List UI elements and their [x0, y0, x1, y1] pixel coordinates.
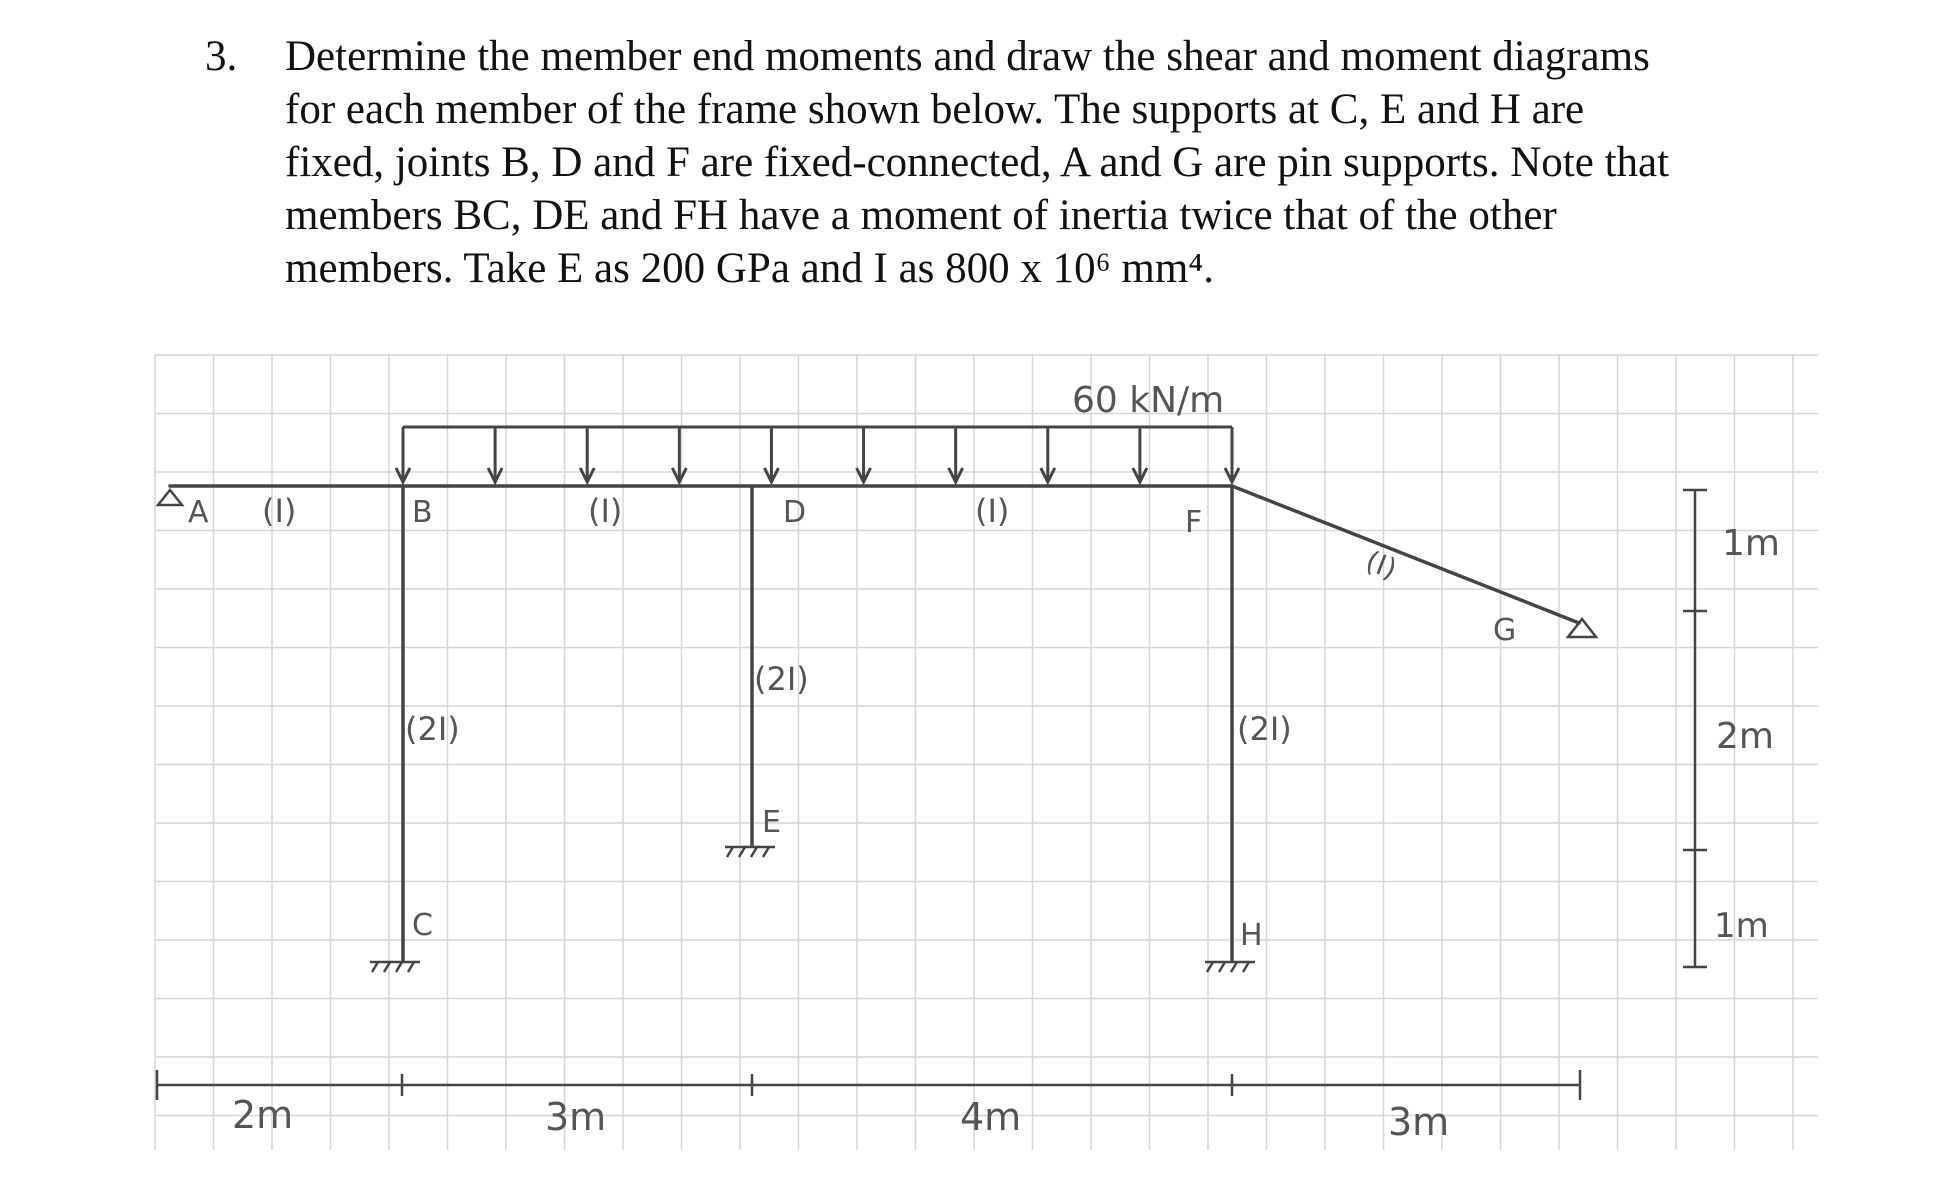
member-label-fg: (I) — [1361, 544, 1402, 586]
load-label: 60 kN/m — [1072, 380, 1225, 421]
problem-number: 3. — [205, 33, 238, 80]
node-label-c: C — [412, 908, 433, 943]
dim-label-2m-vertical: 2m — [1716, 716, 1774, 757]
load-arrow — [949, 427, 963, 482]
member-label-fh: (2I) — [1237, 710, 1292, 748]
node-label-g: G — [1493, 613, 1517, 648]
dim-label-3m: 3m — [545, 1095, 607, 1139]
member-label-df: (I) — [975, 492, 1010, 530]
node-label-b: B — [412, 495, 433, 530]
pin-support-a — [158, 490, 182, 505]
dim-label-1m-top: 1m — [1722, 523, 1780, 564]
load-arrow — [857, 427, 871, 482]
member-label-ab: (I) — [262, 492, 297, 530]
load-arrows — [396, 427, 1239, 482]
problem-line-1: Determine the member end moments and draw the shear and moment diagrams — [285, 33, 1650, 80]
load-arrow — [580, 427, 594, 482]
node-label-h: H — [1240, 918, 1263, 953]
horizontal-dimension-line — [157, 1070, 1580, 1100]
dim-label-1m-bottom: 1m — [1714, 906, 1769, 946]
dim-label-4m: 4m — [960, 1095, 1022, 1139]
problem-line-3: fixed, joints B, D and F are fixed-connected, A and G are pin supports. Note that — [285, 139, 1670, 186]
distributed-load — [396, 427, 1239, 482]
member-fg — [1232, 486, 1579, 623]
load-arrow — [672, 427, 686, 482]
member-label-bd: (I) — [588, 492, 623, 530]
node-label-d: D — [783, 495, 807, 530]
load-arrow — [1041, 427, 1055, 482]
node-label-f: F — [1185, 505, 1203, 540]
member-label-bc: (2I) — [405, 710, 460, 748]
node-label-e: E — [762, 805, 781, 840]
dim-label-3m-right: 3m — [1388, 1100, 1450, 1144]
fixed-support-c — [370, 962, 420, 972]
member-label-de: (2I) — [754, 660, 809, 698]
dim-label-2m: 2m — [232, 1093, 294, 1137]
problem-line-2: for each member of the frame shown below. The supports at C, E and H are — [285, 86, 1585, 133]
fixed-support-h — [1205, 962, 1255, 972]
load-arrow — [488, 427, 502, 482]
load-arrow — [764, 427, 778, 482]
problem-line-4: members BC, DE and FH have a moment of inertia twice that of the other — [285, 192, 1557, 239]
fixed-support-e — [725, 847, 775, 857]
vertical-dimension-line — [1683, 490, 1707, 967]
vertical-dimension-labels — [1714, 523, 1780, 946]
node-labels — [188, 495, 1516, 953]
load-arrow — [1133, 427, 1147, 482]
node-label-a: A — [188, 495, 209, 530]
problem-line-5: members. Take E as 200 GPa and I as 800 x 10⁶ mm⁴. — [285, 245, 1215, 292]
load-arrow — [396, 427, 410, 482]
load-arrow — [1225, 427, 1239, 482]
